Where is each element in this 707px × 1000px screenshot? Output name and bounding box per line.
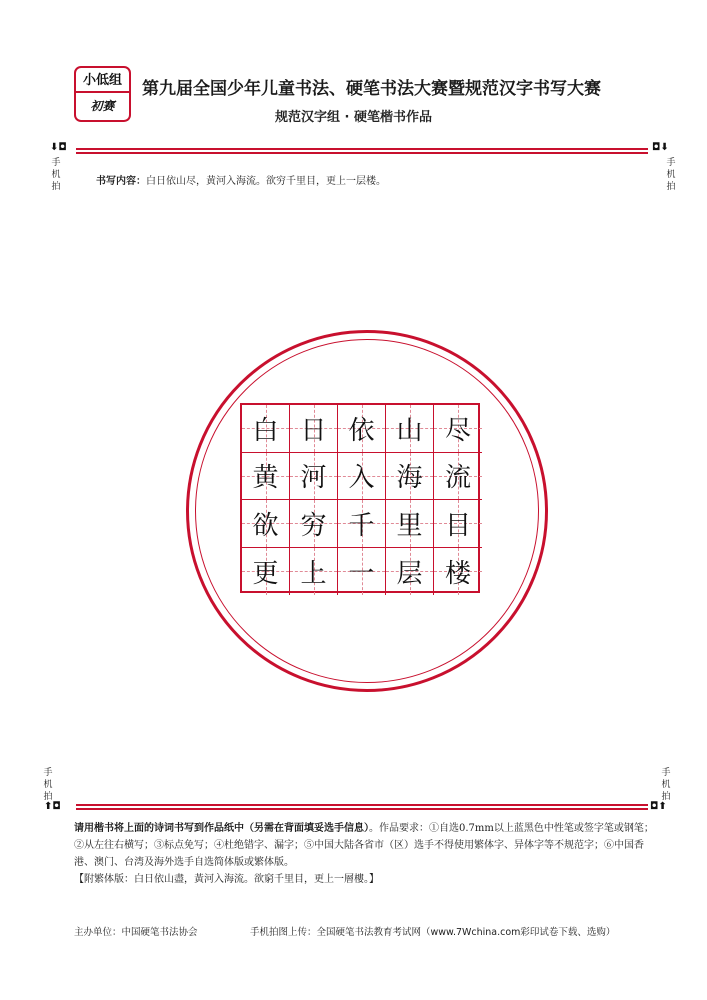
grid-cell: 流 (434, 453, 482, 501)
top-red-rule (76, 148, 648, 154)
photo-label-top-left: 手机拍 (51, 158, 61, 192)
badge-stage-label: 初赛 (90, 99, 115, 113)
grid-cell: 里 (386, 500, 434, 548)
page-subtitle: 规范汉字组 · 硬笔楷书作品 (275, 110, 432, 125)
grid-cell: 山 (386, 405, 434, 453)
camera-down-icon: ⬇◘ (50, 142, 67, 153)
grid-cell: 依 (338, 405, 386, 453)
instructions (74, 820, 654, 888)
grid-cell: 尽 (434, 405, 482, 453)
content-line (96, 172, 386, 187)
grid-cell: 日 (290, 405, 338, 453)
badge-group-label: 小低组 (76, 68, 129, 93)
grid-cell: 白 (242, 405, 290, 453)
photo-label-bottom-right: 手机拍 (661, 768, 671, 802)
instructions-lead: 请用楷书将上面的诗词书写到作品纸中（另需在背面填妥选手信息） (74, 823, 369, 834)
grid-cell: 楼 (434, 548, 482, 596)
camera-up-icon: ⬆◘ (44, 801, 61, 812)
writing-grid (240, 403, 480, 593)
grid-cell: 层 (386, 548, 434, 596)
grid-cell: 上 (290, 548, 338, 596)
grid-cell: 入 (338, 453, 386, 501)
photo-label-bottom-left: 手机拍 (43, 768, 53, 802)
page-title: 第九届全国少年儿童书法、硬笔书法大赛暨规范汉字书写大赛 (142, 79, 601, 99)
grid-cell: 河 (290, 453, 338, 501)
footer-organizer: 主办单位：中国硬笔书法协会 (74, 927, 198, 938)
camera-down-icon: ◘⬇ (652, 142, 669, 153)
grid-cell: 一 (338, 548, 386, 596)
grid-cell: 更 (242, 548, 290, 596)
grid-cell: 目 (434, 500, 482, 548)
grid-cell: 海 (386, 453, 434, 501)
instructions-requirements: 。作品要求：①自选0.7mm以上蓝黑色中性笔或签字笔或钢笔；②从左往右横写；③标点免写；④杜绝错字、漏字；⑤中国大陆各省市（区）选手不得使用繁体字、异体字等不规范字；⑥中国香港、澳门、台湾及海外选手自选简体版或繁体版。 (74, 823, 654, 868)
grid-cell: 穷 (290, 500, 338, 548)
content-text: 白日依山尽，黄河入海流。欲穷千里目，更上一层楼。 (146, 176, 386, 187)
grid-cell: 千 (338, 500, 386, 548)
footer-upload: 手机拍图上传：全国硬笔书法教育考试网（www.7Wchina.com彩印试卷下载、选购） (250, 927, 616, 938)
grid-cell: 黄 (242, 453, 290, 501)
bottom-red-rule (76, 804, 648, 810)
photo-label-top-right: 手机拍 (666, 158, 676, 192)
grid-cell: 欲 (242, 500, 290, 548)
instructions-traditional: 【附繁体版：白日依山盡，黃河入海流。欲窮千里目，更上一層樓。】 (74, 874, 379, 885)
content-label: 书写内容： (96, 176, 146, 187)
camera-up-icon: ◘⬆ (650, 801, 667, 812)
